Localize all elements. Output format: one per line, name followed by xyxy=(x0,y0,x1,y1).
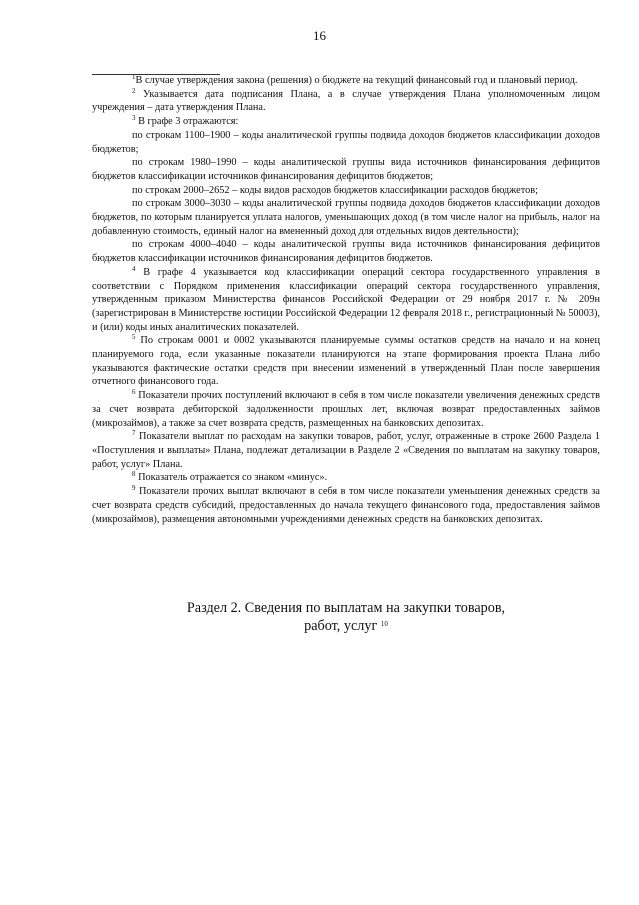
footnote-4 xyxy=(92,266,600,335)
footnote-text: по строкам 2000–2652 – коды видов расходов бюджетов классификации расходов бюджетов; xyxy=(132,184,538,196)
footnote-text: по строкам 4000–4040 – коды аналитической группы вида источников финансирования дефицитов бюджетов классификации источников финансирования дефицитов бюджетов. xyxy=(92,239,600,265)
footnote-mark: 9 xyxy=(132,484,136,493)
footnote-3-item xyxy=(92,184,600,198)
footnote-3-item xyxy=(92,129,600,156)
footnote-3-item xyxy=(92,238,600,265)
footnote-text: по строкам 1100–1900 – коды аналитической группы подвида доходов бюджетов классификации доходов бюджетов; xyxy=(92,129,600,155)
footnote-5 xyxy=(92,334,600,389)
page-number: 16 xyxy=(313,28,326,43)
footnotes xyxy=(92,74,600,526)
footnote-3 xyxy=(92,115,600,129)
footnote-1 xyxy=(92,74,600,88)
section-heading-line-2 xyxy=(92,617,600,635)
footnote-3-item xyxy=(92,156,600,183)
footnote-text: Показатели прочих выплат включают в себя в том числе показатели уменьшения денежных средств за счет возврата средств субсидий, предоставленных до начала текущего финансового года, предоставления займов (микрозаймов), размещения автономными учреждениями денежных средств на банковских депозитах. xyxy=(92,486,600,525)
footnote-8 xyxy=(92,471,600,485)
footnote-text: Показатели прочих поступлений включают в себя в том числе показатели увеличения денежных средств за счет возврата дебиторской задолженности прошлых лет, включая возврат предоставленных займов (микрозаймов), а также за счет возврата средств, размещенных на банковских депозитах. xyxy=(92,390,600,429)
footnote-text: В графе 4 указывается код классификации операций сектора государственного управления в соответствии с Порядком применения классификации операций сектора государственного управления, утвержденным приказом Министерства финансов Российской Федерации от 29 ноября 2017 г. № 209н (зарегистрирован в Министерстве юстиции Российской Федерации 12 февраля 2018 г., регистрационный № 50003), и (или) коды иных аналитических показателей. xyxy=(92,266,601,333)
section-heading-text: работ, услуг xyxy=(304,618,378,634)
footnote-text: В случае утверждения закона (решения) о бюджете на текущий финансовый год и плановый период. xyxy=(135,75,578,86)
section-heading-line-1: Раздел 2. Сведения по выплатам на закупки товаров, xyxy=(186,600,506,616)
footnote-text: по строкам 3000–3030 – коды аналитической группы подвида доходов бюджетов классификации доходов бюджетов, по которым планируется уплата налогов, уменьшающих доход (в том числе налог на прибыль, налог на добавленную стоимость, единый налог на вмененный доход для отдельных видов деятельности); xyxy=(92,198,600,237)
footnote-text: Указывается дата подписания Плана, а в случае утверждения Плана уполномоченным лицом учреждения – дата утверждения Плана. xyxy=(92,88,601,114)
footnote-6 xyxy=(92,389,600,430)
footnote-mark: 10 xyxy=(380,620,388,628)
footnote-text: Показатели выплат по расходам на закупки товаров, работ, услуг, отраженные в строке 2600 Раздела 1 «Поступления и выплаты» Плана, подлежат детализации в Разделе 2 «Сведения по выплатам на закупку товаров, работ, услуг» Плана. xyxy=(92,431,600,470)
footnote-9 xyxy=(92,485,600,526)
footnote-mark: 1 xyxy=(132,73,136,81)
footnote-mark: 4 xyxy=(132,264,136,273)
footnote-7 xyxy=(92,430,600,471)
section-heading xyxy=(92,599,600,635)
footnote-text: По строкам 0001 и 0002 указываются планируемые суммы остатков средств на начало и на конец планируемого года, если указанные показатели планируются на этапе формирования проекта Плана либо указываются фактические остатки средств при внесении изменений в утвержденный План после завершения отчетного финансового года. xyxy=(92,335,600,388)
footnote-mark: 8 xyxy=(132,470,136,479)
footnote-text: В графе 3 отражаются: xyxy=(138,116,239,128)
footnote-mark: 3 xyxy=(132,114,136,123)
footnote-3-item xyxy=(92,197,600,238)
footnote-mark: 2 xyxy=(132,86,136,95)
footnote-2 xyxy=(92,88,600,115)
footnote-mark: 7 xyxy=(132,429,136,438)
footnote-text: по строкам 1980–1990 – коды аналитической группы вида источников финансирования дефицитов бюджетов классификации источников финансирования дефицитов бюджетов; xyxy=(92,157,600,182)
footnote-mark: 6 xyxy=(132,388,136,397)
footnote-mark: 5 xyxy=(132,333,136,342)
footnote-text: Показатель отражается со знаком «минус». xyxy=(138,472,328,484)
